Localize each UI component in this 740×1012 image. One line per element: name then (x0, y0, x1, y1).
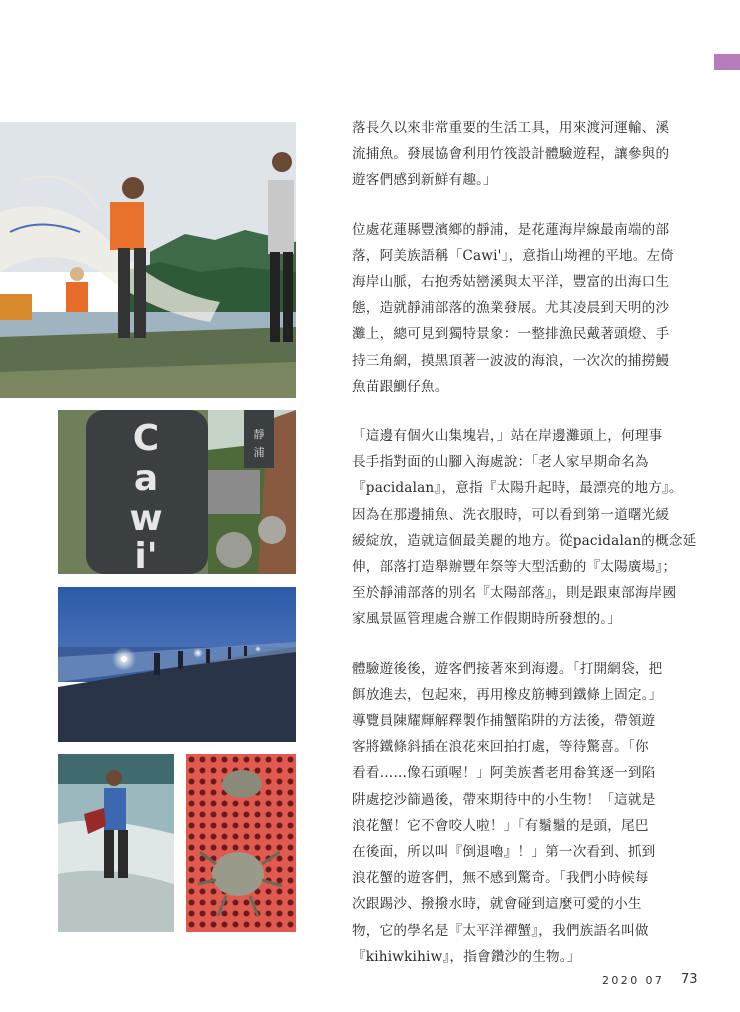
text-line: 落長久以來非常重要的生活工具，用來渡河運輸、溪 (352, 120, 670, 136)
article-paragraph (352, 115, 670, 194)
text-line: 遊客們感到新鮮有趣。」 (352, 172, 497, 189)
text-line: 在後面，所以叫『倒退嚕』！」第一次看到、抓到 (352, 844, 656, 861)
text-line: 長手指對面的山腳入海處說：「老人家早期命名為 (352, 454, 649, 471)
text-line: 浪花蟹的遊客們，無不感到驚奇。「我們小時候每 (352, 870, 649, 887)
text-line: 位處花蓮縣豐濱鄉的靜浦，是花蓮海岸線最南端的部 (352, 221, 670, 238)
text-line: 持三角網，摸黑頂著一波波的海浪，一次次的捕撈鰻 (352, 352, 670, 369)
issue-date: 2020 07 (602, 974, 665, 987)
text-line: 因為在那邊捕魚、洗衣服時，可以看到第一道曙光緩 (352, 506, 670, 523)
text-line: 態，造就靜浦部落的漁業發展。尤其凌晨到天明的沙 (352, 300, 670, 317)
text-line: 客將鐵條斜插在浪花來回拍打處，等待驚喜。「你 (352, 739, 649, 756)
text-line: 海岸山脈，右抱秀姑巒溪與太平洋，豐富的出海口生 (352, 274, 670, 291)
crabs-on-mesh-photo (186, 754, 296, 932)
article-paragraph (352, 423, 697, 633)
text-line: 體驗遊後後，遊客們接著來到海邊。「打開網袋，把 (352, 660, 663, 677)
svg-text:a: a (133, 458, 159, 499)
section-tab-marker (714, 54, 740, 70)
cawi-stone-sign-photo (58, 410, 296, 574)
text-line: 灘上，總可見到獨特景象：一整排漁民戴著頭燈、手 (352, 326, 670, 343)
svg-text:C: C (132, 418, 160, 459)
man-in-surf-photo (58, 754, 174, 932)
text-line: 流捕魚。發展協會利用竹筏設計體驗遊程，讓參與的 (352, 146, 670, 163)
page-number: 73 (681, 972, 698, 987)
svg-text:w: w (129, 498, 163, 539)
article-paragraph (352, 656, 664, 970)
text-line: 導覽員陳耀輝解釋製作捕蟹陷阱的方法後，帶領遊 (352, 713, 656, 730)
text-line: 阱處挖沙篩過後，帶來期待中的小生物！「這就是 (352, 791, 656, 808)
text-line: 『pacidalan』，意指『太陽升起時，最漂亮的地方』。 (352, 480, 683, 497)
text-line: 魚苗跟鰂仔魚。 (352, 378, 449, 395)
text-line: 落，阿美族語稱「Cawi'」，意指山坳裡的平地。左倚 (352, 247, 675, 264)
text-line: 浪花蟹！它不會咬人啦！」「有鬚鬚的是頭，尾巴 (352, 817, 649, 834)
text-line: 家風景區管理處合辦工作假期時所發想的。」 (352, 611, 622, 628)
fishermen-casting-net-photo (0, 122, 296, 398)
text-line: 次跟踢沙、撥撥水時，就會碰到這麼可愛的小生 (352, 896, 642, 913)
text-line: 伸，部落打造舉辦豐年祭等大型活動的『太陽廣場』； (352, 559, 677, 576)
svg-text:浦: 浦 (253, 446, 265, 459)
text-line: 緩綻放，造就這個最美麗的地方。從pacidalan的概念延 (352, 532, 697, 549)
article-paragraph (352, 217, 675, 400)
text-line: 看看……像石頭喔！」阿美族耆老用畚箕逐一到陷 (352, 765, 656, 782)
text-line: 餌放進去，包起來，再用橡皮筋轉到鐵條上固定。」 (352, 686, 663, 703)
text-line: 「這邊有個火山集塊岩，」站在岸邊灘頭上，何理事 (352, 428, 663, 445)
text-line: 物，它的學名是『太平洋禪蟹』，我們族語名叫做 (352, 922, 649, 939)
text-line: 至於靜浦部落的別名『太陽部落』，則是跟東部海岸國 (352, 585, 677, 602)
night-beach-headlamps-photo (58, 587, 296, 742)
text-line: 『kihiwkihiw』，指會鑽沙的生物。」 (352, 948, 581, 965)
svg-text:靜: 靜 (253, 428, 265, 441)
svg-text:i': i' (134, 536, 158, 574)
